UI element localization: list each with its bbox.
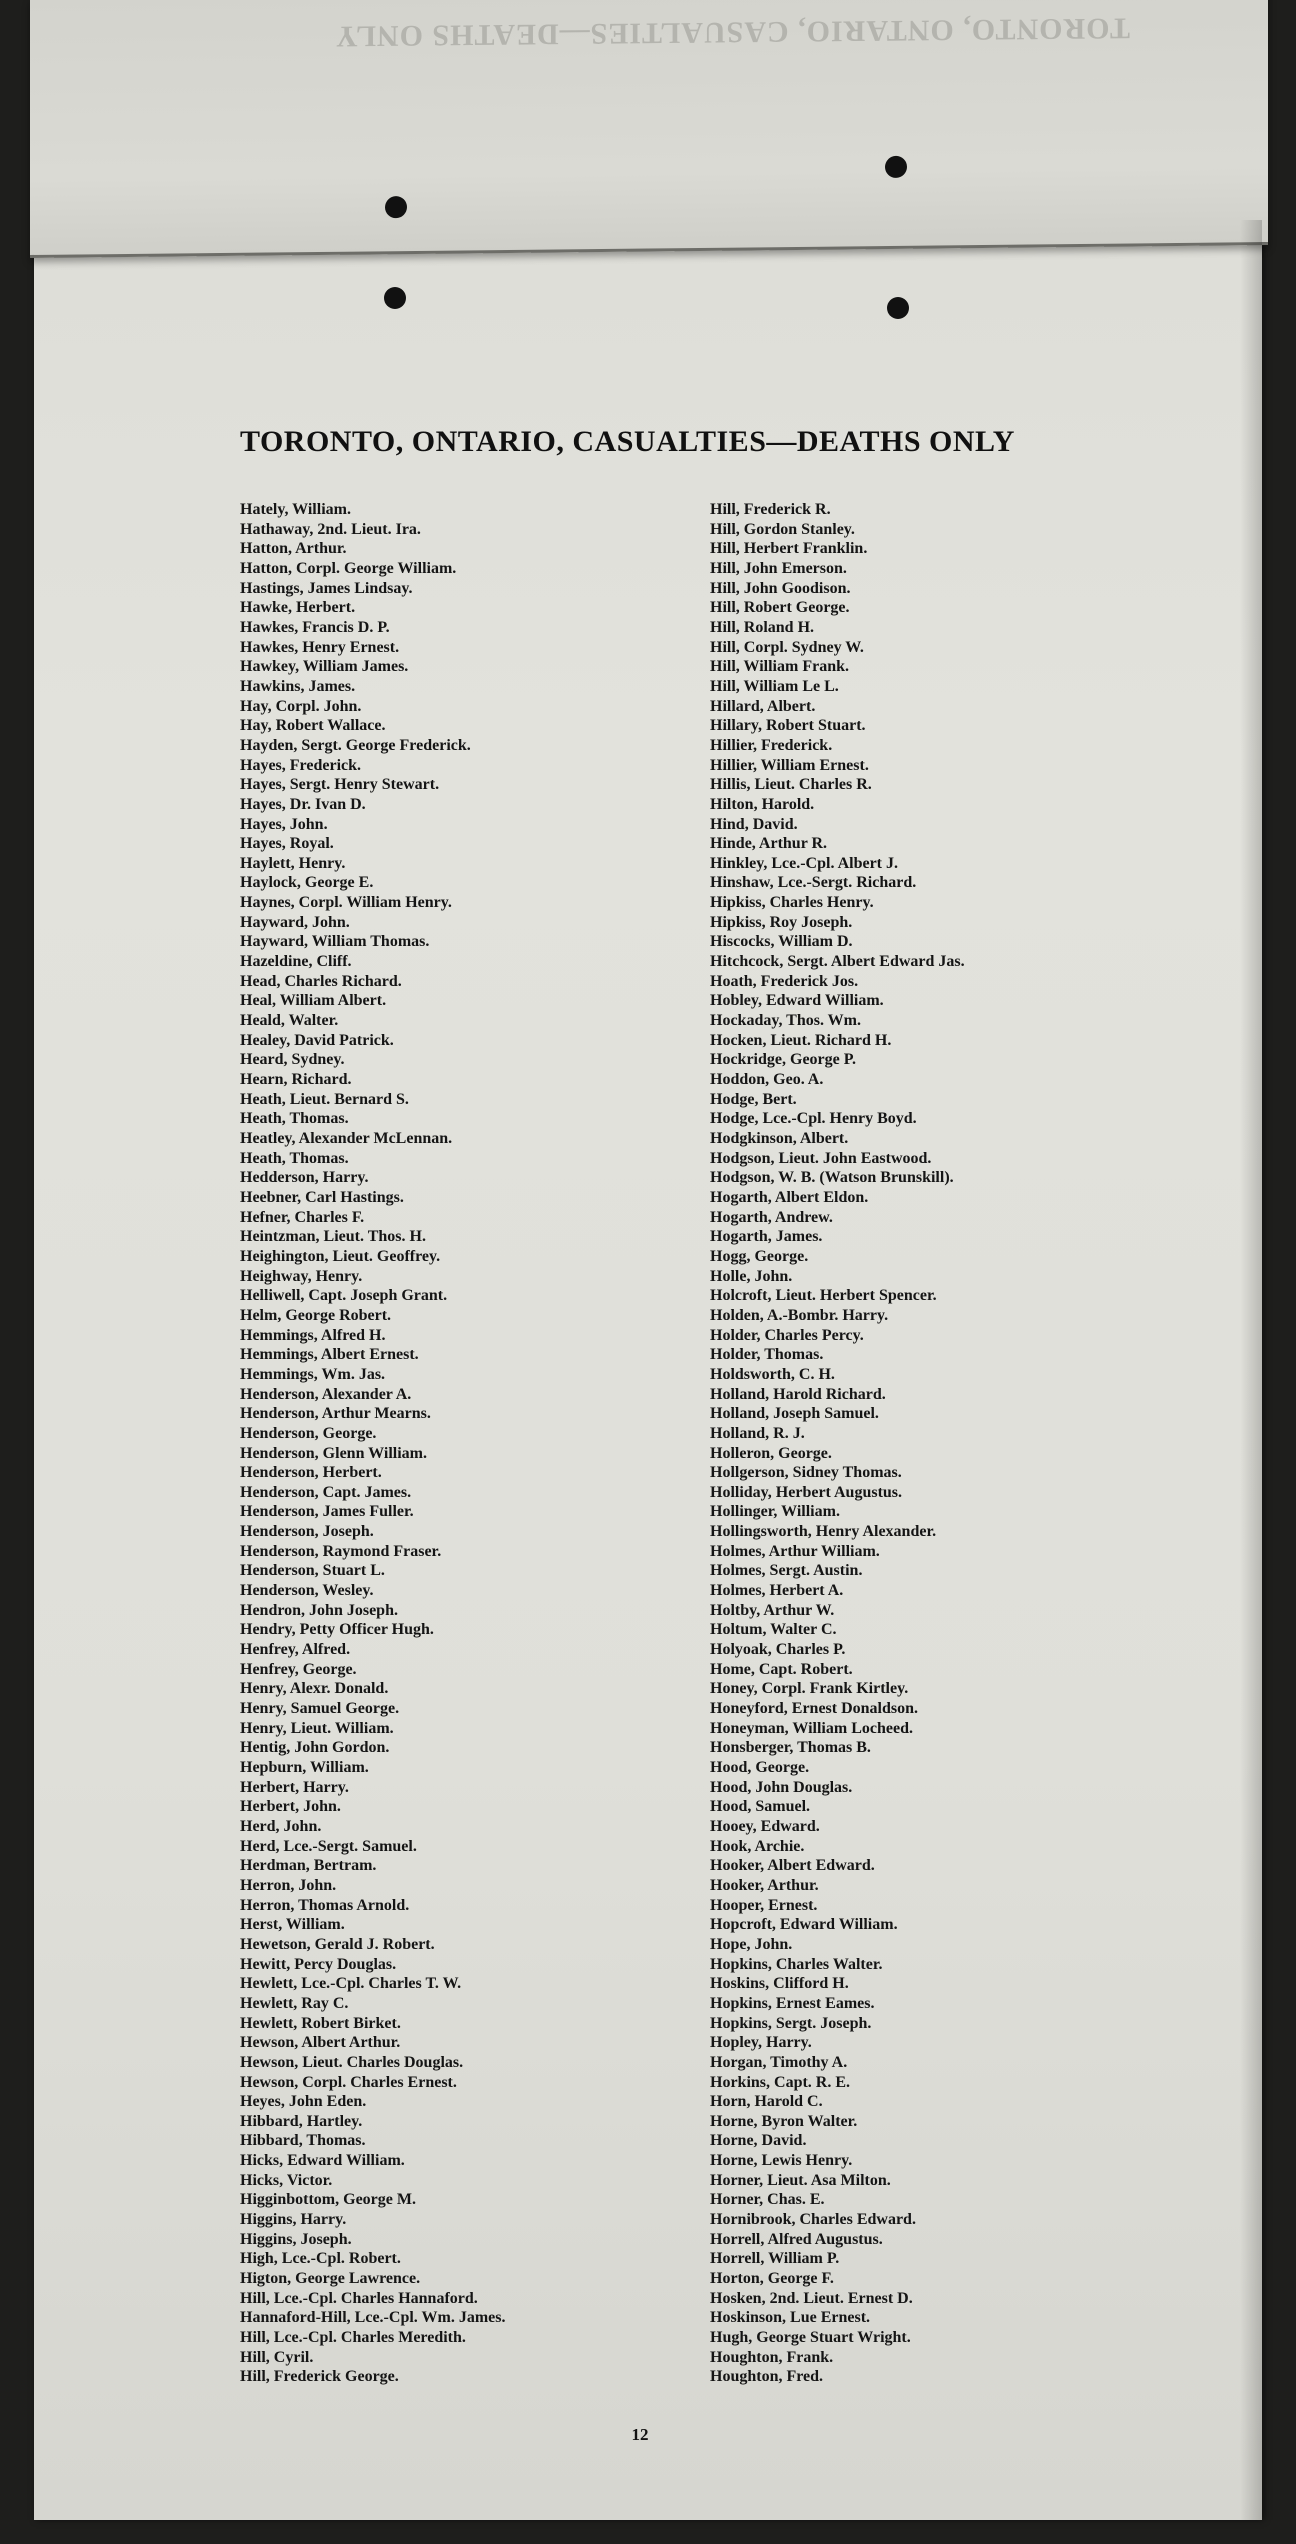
casualty-entry: Heebner, Carl Hastings. (240, 1188, 404, 1206)
casualty-entry: Hibbard, Hartley. (240, 2112, 363, 2130)
casualty-entry: Hiscocks, William D. (710, 933, 853, 951)
casualty-entry: Hemmings, Alfred H. (240, 1326, 386, 1344)
casualty-entry: Hendron, John Joseph. (240, 1601, 398, 1619)
casualty-entry: Hill, Frederick George. (240, 2368, 399, 2386)
casualty-entry: Houghton, Frank. (710, 2348, 834, 2366)
casualty-entry: Hocken, Lieut. Richard H. (710, 1031, 892, 1049)
casualty-entry: Hayes, Frederick. (240, 756, 362, 774)
casualty-entry: Hawkes, Henry Ernest. (240, 638, 400, 656)
casualty-entry: Hill, Herbert Franklin. (710, 540, 868, 558)
casualty-entry: Henfrey, George. (240, 1660, 357, 1678)
casualty-entry: Hatton, Corpl. George William. (240, 559, 457, 577)
casualty-entry: Holliday, Herbert Augustus. (710, 1483, 903, 1501)
casualty-entry: Honeyford, Ernest Donaldson. (710, 1700, 919, 1718)
casualty-entry: Hill, John Goodison. (710, 579, 851, 597)
casualty-entry: Hewson, Lieut. Charles Douglas. (240, 2053, 464, 2071)
casualty-entry: Hately, William. (240, 501, 351, 518)
casualty-entry: Hipkiss, Roy Joseph. (710, 913, 853, 931)
casualty-entry: Hatton, Arthur. (240, 540, 347, 558)
casualty-list-left (240, 500, 760, 2387)
casualty-entry: Hopkins, Sergt. Joseph. (710, 2014, 872, 2032)
casualty-entry: Herron, John. (240, 1876, 337, 1894)
casualty-entry: Hillier, Frederick. (710, 736, 833, 754)
casualty-entry: Hayward, John. (240, 913, 350, 931)
casualty-entry: Horkins, Capt. R. E. (710, 2073, 851, 2091)
casualty-entry: Holder, Charles Percy. (710, 1326, 864, 1344)
casualty-entry: Hicks, Edward William. (240, 2152, 405, 2170)
casualty-entry: Holmes, Arthur William. (710, 1542, 880, 1560)
casualty-entry: High, Lce.-Cpl. Robert. (240, 2250, 401, 2268)
casualty-entry: Henfrey, Alfred. (240, 1641, 351, 1659)
casualty-entry: Henderson, Arthur Mearns. (240, 1405, 431, 1423)
bleed-through-title: TORONTO, ONTARIO, CASUALTIES—DEATHS ONLY (335, 11, 1130, 53)
casualty-entry: Hodgson, Lieut. John Eastwood. (710, 1149, 932, 1167)
casualty-entry: Hawkes, Francis D. P. (240, 618, 390, 636)
casualty-entry: Heal, William Albert. (240, 992, 387, 1010)
casualty-entry: Helm, George Robert. (240, 1306, 392, 1324)
casualty-entry: Hastings, James Lindsay. (240, 579, 413, 597)
casualty-entry: Henderson, Capt. James. (240, 1483, 412, 1501)
casualty-entry: Hinkley, Lce.-Cpl. Albert J. (710, 854, 898, 872)
casualty-entry: Holyoak, Charles P. (710, 1641, 846, 1659)
casualty-entry: Henry, Samuel George. (240, 1700, 400, 1718)
casualty-entry: Hopkins, Ernest Eames. (710, 1994, 875, 2012)
casualty-entry: Hill, John Emerson. (710, 559, 847, 577)
casualty-entry: Hicks, Victor. (240, 2171, 333, 2189)
casualty-entry: Horne, David. (710, 2132, 807, 2150)
page-edge-shadow (1240, 220, 1262, 2520)
casualty-entry: Haylett, Henry. (240, 854, 346, 872)
casualty-entry: Hopley, Harry. (710, 2034, 812, 2052)
casualty-entry: Healey, David Patrick. (240, 1031, 394, 1049)
casualty-entry: Herbert, John. (240, 1798, 341, 1816)
casualty-entry: Holmes, Herbert A. (710, 1582, 844, 1600)
casualty-entry: Henderson, Wesley. (240, 1582, 374, 1600)
casualty-entry: Henderson, Alexander A. (240, 1385, 412, 1403)
punch-hole-icon (384, 287, 406, 309)
casualty-entry: Hill, Lce.-Cpl. Charles Meredith. (240, 2329, 466, 2347)
casualty-entry: Hibbard, Thomas. (240, 2132, 366, 2150)
casualty-entry: Hemmings, Wm. Jas. (240, 1365, 386, 1383)
casualty-entry: Hannaford-Hill, Lce.-Cpl. Wm. James. (240, 2309, 506, 2327)
casualty-entry: Herdman, Bertram. (240, 1857, 377, 1875)
casualty-entry: Hawkey, William James. (240, 658, 409, 676)
casualty-entry: Hood, John Douglas. (710, 1778, 853, 1796)
casualty-entry: Horne, Lewis Henry. (710, 2152, 853, 2170)
casualty-entry: Higton, George Lawrence. (240, 2270, 421, 2288)
casualty-entry: Higgins, Joseph. (240, 2230, 352, 2248)
punch-hole-icon (885, 156, 907, 178)
casualty-entry: Hayden, Sergt. George Frederick. (240, 736, 471, 754)
casualty-entry: Hooker, Albert Edward. (710, 1857, 875, 1875)
casualty-entry: Henderson, Herbert. (240, 1464, 382, 1482)
casualty-entry: Hoskinson, Lue Ernest. (710, 2309, 871, 2327)
casualty-entry: Hoskins, Clifford H. (710, 1975, 849, 1993)
previous-page-flap (30, 0, 1268, 258)
casualty-entry: Haylock, George E. (240, 874, 374, 892)
casualty-entry: Hogarth, Andrew. (710, 1208, 833, 1226)
casualty-entry: Hewlett, Robert Birket. (240, 2014, 401, 2032)
casualty-entry: Hood, George. (710, 1759, 810, 1776)
casualty-entry: Honeyman, William Locheed. (710, 1719, 913, 1737)
casualty-entry: Hayward, William Thomas. (240, 933, 430, 951)
casualty-entry: Hollingsworth, Henry Alexander. (710, 1523, 937, 1541)
page-number: 12 (631, 2425, 649, 2444)
casualty-entry: Hay, Corpl. John. (240, 697, 362, 715)
casualty-entry: Hendry, Petty Officer Hugh. (240, 1621, 434, 1639)
casualty-entry: Holcroft, Lieut. Herbert Spencer. (710, 1287, 937, 1305)
casualty-entry: Head, Charles Richard. (240, 972, 402, 990)
casualty-entry: Hinshaw, Lce.-Sergt. Richard. (710, 874, 917, 892)
casualty-entry: Henderson, Stuart L. (240, 1562, 385, 1580)
casualty-entry: Holleron, George. (710, 1444, 832, 1462)
casualty-entry: Home, Capt. Robert. (710, 1660, 853, 1678)
casualty-entry: Hazeldine, Cliff. (240, 953, 352, 971)
casualty-entry: Hornibrook, Charles Edward. (710, 2211, 916, 2229)
page-title: TORONTO, ONTARIO, CASUALTIES—DEATHS ONLY (240, 425, 1015, 458)
casualty-entry: Hathaway, 2nd. Lieut. Ira. (240, 520, 421, 538)
casualty-entry: Hayes, Dr. Ivan D. (240, 795, 366, 813)
casualty-entry: Henderson, Raymond Fraser. (240, 1542, 442, 1560)
casualty-entry: Henry, Lieut. William. (240, 1719, 394, 1737)
casualty-entry: Hewitt, Percy Douglas. (240, 1955, 397, 1973)
casualty-entry: Henderson, George. (240, 1424, 377, 1442)
casualty-entry: Hodge, Bert. (710, 1090, 797, 1108)
punch-hole-icon (887, 297, 909, 319)
casualty-entry: Horne, Byron Walter. (710, 2112, 858, 2130)
casualty-entry: Hayes, Sergt. Henry Stewart. (240, 776, 440, 794)
casualty-entry: Holland, Harold Richard. (710, 1385, 886, 1403)
casualty-entry: Hillary, Robert Stuart. (710, 717, 866, 735)
casualty-entry: Hedderson, Harry. (240, 1169, 369, 1187)
casualty-entry: Hilton, Harold. (710, 795, 815, 813)
casualty-entry: Heald, Walter. (240, 1012, 339, 1030)
casualty-entry: Horrell, Alfred Augustus. (710, 2230, 883, 2248)
casualty-entry: Hill, Roland H. (710, 618, 815, 636)
casualty-entry: Hewson, Corpl. Charles Ernest. (240, 2073, 457, 2091)
casualty-entry: Hill, Lce.-Cpl. Charles Hannaford. (240, 2289, 478, 2307)
casualty-entry: Hockaday, Thos. Wm. (710, 1012, 862, 1030)
casualty-entry: Hemmings, Albert Ernest. (240, 1346, 419, 1364)
casualty-entry: Hockridge, George P. (710, 1051, 857, 1069)
casualty-entry: Holtum, Walter C. (710, 1621, 837, 1639)
casualty-entry: Holland, Joseph Samuel. (710, 1405, 879, 1423)
casualty-entry: Hinde, Arthur R. (710, 835, 828, 853)
casualty-entry: Hood, Samuel. (710, 1798, 811, 1816)
casualty-entry: Hopcroft, Edward William. (710, 1916, 898, 1934)
casualty-entry: Herron, Thomas Arnold. (240, 1896, 410, 1914)
casualty-entry: Hewson, Albert Arthur. (240, 2034, 401, 2052)
casualty-entry: Hillier, William Ernest. (710, 756, 869, 774)
casualty-entry: Heath, Lieut. Bernard S. (240, 1090, 409, 1108)
casualty-entry: Honey, Corpl. Frank Kirtley. (710, 1680, 909, 1698)
casualty-entry: Heath, Thomas. (240, 1110, 349, 1128)
casualty-entry: Hollinger, William. (710, 1503, 840, 1521)
casualty-entry: Hoddon, Geo. A. (710, 1071, 824, 1089)
casualty-entry: Holden, A.-Bombr. Harry. (710, 1306, 889, 1324)
casualty-entry: Hodge, Lce.-Cpl. Henry Boyd. (710, 1110, 917, 1128)
casualty-entry: Horner, Chas. E. (710, 2191, 825, 2209)
casualty-entry: Herd, John. (240, 1817, 322, 1835)
casualty-entry: Holtby, Arthur W. (710, 1601, 835, 1619)
casualty-entry: Hewetson, Gerald J. Robert. (240, 1935, 435, 1953)
casualty-entry: Heard, Sydney. (240, 1051, 345, 1069)
casualty-entry: Horrell, William P. (710, 2250, 840, 2268)
casualty-entry: Holland, R. J. (710, 1424, 805, 1442)
casualty-entry: Horton, George F. (710, 2270, 834, 2288)
casualty-entry: Hewlett, Lce.-Cpl. Charles T. W. (240, 1975, 462, 1993)
casualty-entry: Horn, Harold C. (710, 2093, 823, 2111)
casualty-entry: Hooey, Edward. (710, 1817, 820, 1835)
casualty-entry: Hawkins, James. (240, 677, 356, 695)
casualty-entry: Henry, Alexr. Donald. (240, 1680, 389, 1698)
casualty-list-right (710, 500, 1230, 2387)
casualty-entry: Honsberger, Thomas B. (710, 1739, 871, 1757)
casualty-entry: Hopkins, Charles Walter. (710, 1955, 883, 1973)
casualty-entry: Hind, David. (710, 815, 798, 833)
casualty-entry: Holdsworth, C. H. (710, 1365, 835, 1383)
casualty-entry: Herbert, Harry. (240, 1778, 349, 1796)
casualty-entry: Holder, Thomas. (710, 1346, 824, 1364)
casualty-entry: Henderson, Glenn William. (240, 1444, 427, 1462)
casualty-entry: Holle, John. (710, 1267, 793, 1285)
casualty-entry: Hentig, John Gordon. (240, 1739, 390, 1757)
casualty-entry: Haynes, Corpl. William Henry. (240, 894, 452, 912)
casualty-entry: Hayes, John. (240, 815, 328, 833)
casualty-entry: Hill, Cyril. (240, 2348, 314, 2366)
casualty-entry: Hefner, Charles F. (240, 1208, 365, 1226)
casualty-entry: Hollgerson, Sidney Thomas. (710, 1464, 902, 1482)
casualty-entry: Hillard, Albert. (710, 697, 816, 715)
casualty-entry: Hawke, Herbert. (240, 599, 356, 617)
casualty-entry: Henderson, Joseph. (240, 1523, 374, 1541)
casualty-entry: Higginbottom, George M. (240, 2191, 416, 2209)
casualty-entry: Hillis, Lieut. Charles R. (710, 776, 872, 794)
punch-hole-icon (385, 196, 407, 218)
casualty-entry: Herst, William. (240, 1916, 345, 1934)
casualty-entry: Hugh, George Stuart Wright. (710, 2329, 911, 2347)
casualty-entry: Hay, Robert Wallace. (240, 717, 386, 735)
casualty-entry: Hill, Gordon Stanley. (710, 520, 855, 538)
casualty-entry: Hodgson, W. B. (Watson Brunskill). (710, 1169, 954, 1187)
casualty-entry: Holmes, Sergt. Austin. (710, 1562, 863, 1580)
casualty-entry: Heatley, Alexander McLennan. (240, 1130, 453, 1147)
casualty-entry: Hearn, Richard. (240, 1071, 352, 1089)
casualty-entry: Hepburn, William. (240, 1759, 369, 1776)
casualty-entry: Horgan, Timothy A. (710, 2053, 848, 2071)
casualty-entry: Hill, Corpl. Sydney W. (710, 638, 864, 656)
casualty-entry: Hill, William Le L. (710, 677, 839, 695)
casualty-entry: Hook, Archie. (710, 1837, 805, 1855)
casualty-entry: Hogarth, Albert Eldon. (710, 1188, 869, 1206)
casualty-entry: Hitchcock, Sergt. Albert Edward Jas. (710, 953, 965, 971)
casualty-entry: Higgins, Harry. (240, 2211, 347, 2229)
casualty-entry: Hill, Robert George. (710, 599, 850, 617)
casualty-entry: Hope, John. (710, 1935, 793, 1953)
casualty-entry: Hayes, Royal. (240, 835, 334, 853)
casualty-entry: Hobley, Edward William. (710, 992, 884, 1010)
casualty-entry: Herd, Lce.-Sergt. Samuel. (240, 1837, 417, 1855)
casualty-entry: Hoath, Frederick Jos. (710, 972, 859, 990)
casualty-entry: Hooker, Arthur. (710, 1876, 819, 1894)
casualty-entry: Houghton, Fred. (710, 2368, 824, 2386)
casualty-entry: Hogarth, James. (710, 1228, 823, 1246)
casualty-entry: Heighington, Lieut. Geoffrey. (240, 1247, 441, 1265)
casualty-entry: Hill, William Frank. (710, 658, 849, 676)
casualty-entry: Horner, Lieut. Asa Milton. (710, 2171, 891, 2189)
casualty-entry: Heighway, Henry. (240, 1267, 363, 1285)
casualty-entry: Henderson, James Fuller. (240, 1503, 414, 1521)
casualty-entry: Heintzman, Lieut. Thos. H. (240, 1228, 426, 1246)
casualty-entry: Heath, Thomas. (240, 1149, 349, 1167)
casualty-entry: Hipkiss, Charles Henry. (710, 894, 874, 912)
casualty-entry: Hooper, Ernest. (710, 1896, 818, 1914)
casualty-entry: Hill, Frederick R. (710, 501, 831, 518)
casualty-entry: Hosken, 2nd. Lieut. Ernest D. (710, 2289, 913, 2307)
casualty-entry: Helliwell, Capt. Joseph Grant. (240, 1287, 448, 1305)
casualty-entry: Hogg, George. (710, 1247, 809, 1265)
casualty-entry: Hewlett, Ray C. (240, 1994, 349, 2012)
casualty-entry: Hodgkinson, Albert. (710, 1130, 849, 1147)
casualty-entry: Heyes, John Eden. (240, 2093, 367, 2111)
